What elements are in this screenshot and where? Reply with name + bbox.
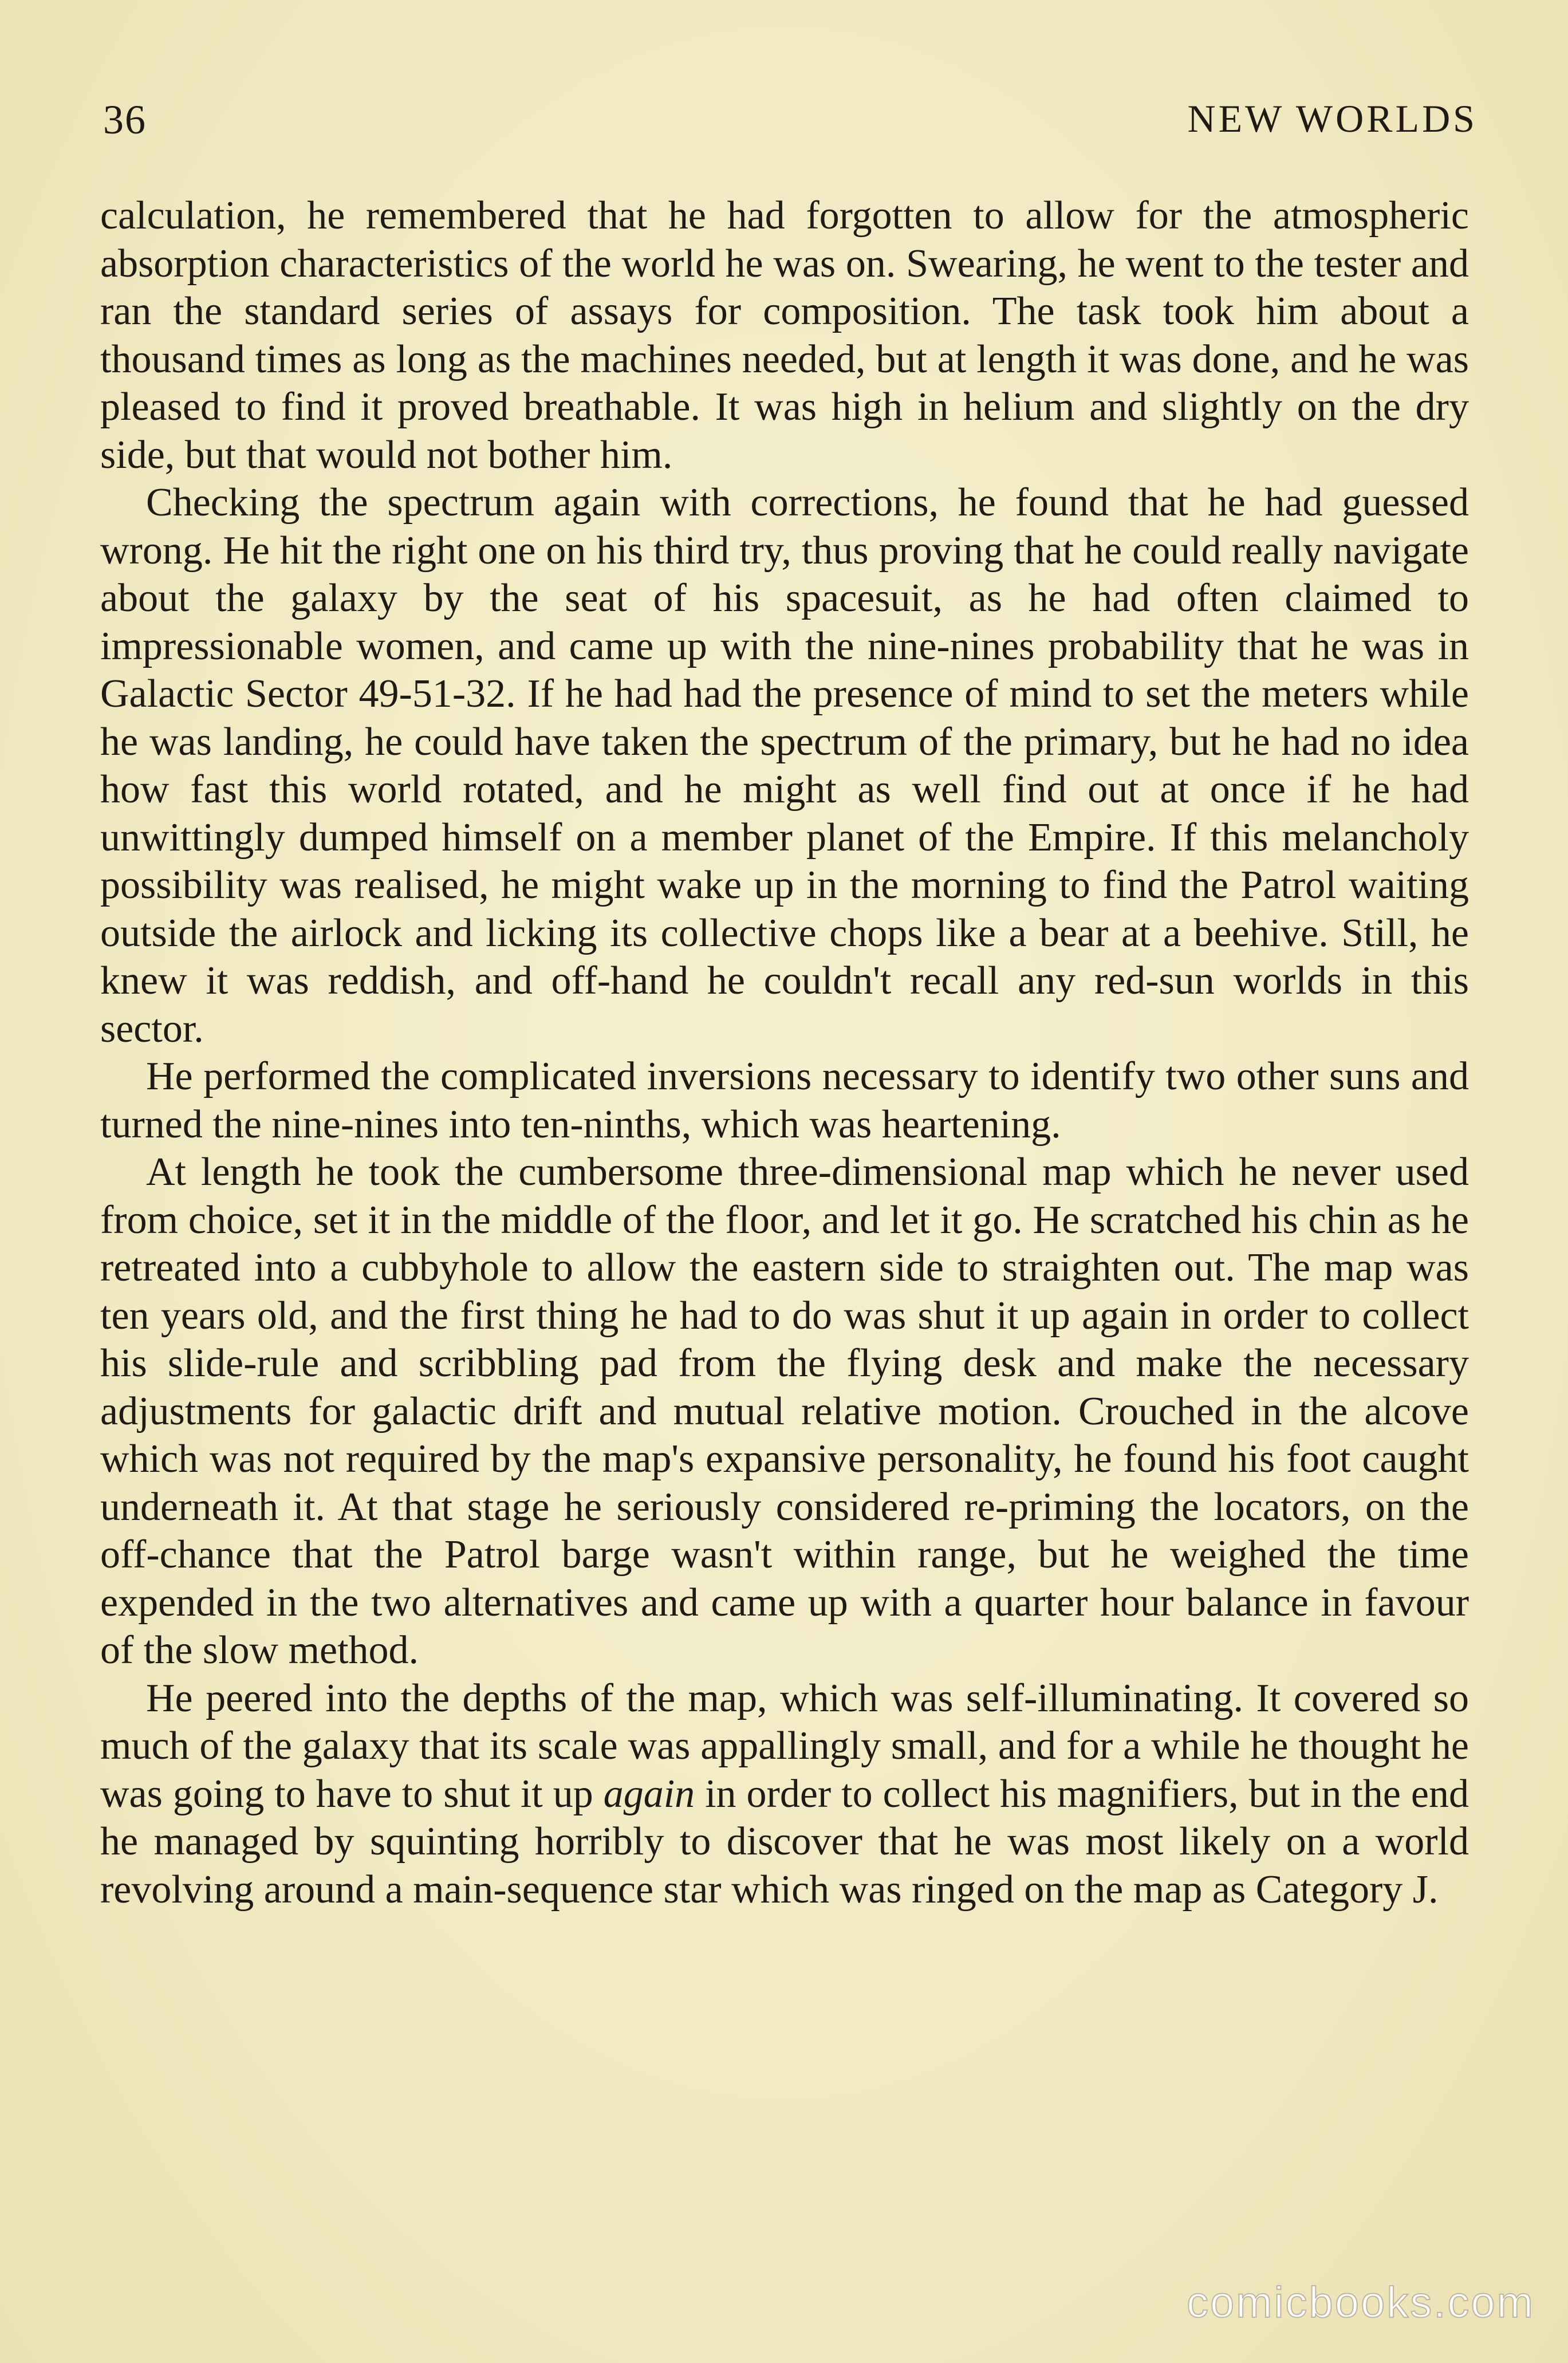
paragraph-2: Checking the spectrum again with corrections, he found that he had guessed wrong. He hit the right one on his third try, thus proving that he could really navigate about the galaxy by the seat of his spacesuit, as he had often claimed to impressionable women, and came up with the nine-nines probability that he was in Galactic Sector 49-51-32. If he had had the presence of mind to set the meters while he was landing, he could have taken the spectrum of the primary, but he had no idea how fast this world rotated, and he might as well find out at once if he had unwittingly dumped himself on a member planet of the Empire. If this melancholy possibility was realised, he might wake up in the morning to find the Patrol waiting outside the airlock and licking its collective chops like a bear at a beehive. Still, he knew it was reddish, and off-hand he couldn't recall any red-sun worlds in this sector. [100,481,1469,1051]
paragraph-4: At length he took the cumbersome three-dimensional map which he never used from choice, set it in the middle of the floor, and let it go. He scratched his chin as he retreated into a cubbyhole to allow the eastern side to straighten out. The map was ten years old, and the first thing he had to do was shut it up again in order to collect his slide-rule and scribbling pad from the flying desk and make the necessary adjustments for galactic drift and mutual relative motion. Crouched in the alcove which was not required by the map's expansive personality, he found his foot caught underneath it. At that stage he seriously considered re-priming the locators, on the off-chance that the Patrol barge wasn't within range, but he weighed the time expended in the two alternatives and came up with a quarter hour balance in favour of the slow method. [100,1150,1469,1672]
page-header [103,96,1478,159]
paragraph-5-text-b: in order to collect his magnifiers, but in the end he managed by squinting horribly to discover that he was most likely on a world revolving around a main-sequence star which was ringed on the map as Category J. [100,1771,1469,1912]
paragraph-5-italic-word: again [603,1771,695,1816]
paragraph-1: calculation, he remembered that he had forgotten to allow for the atmospheric absorption characteristics of the world he was on. Swearing, he went to the tester and ran the standard series of assays for composition. The task took him about a thousand times as long as the machines needed, but at length it was done, and he was pleased to find it proved breathable. It was high in helium and slightly on the dry side, but that would not bother him. [100,194,1469,477]
running-head: NEW WORLDS [1187,97,1478,140]
paragraph-5-text-a: He peered into the depths of the map, which was self-illuminating. It covered so much of the galaxy that its scale was appallingly small, and for a while he thought he was going to have to shut it up [100,1676,1469,1816]
paragraph-5 [100,1675,1469,1914]
paragraph-3: He performed the complicated inversions necessary to identify two other suns and turned the nine-nines into ten-ninths, which was heartening. [100,1054,1469,1147]
page-number: 36 [103,97,147,143]
watermark: comicbooks.com [1187,2278,1535,2327]
body-text [100,192,1469,1913]
